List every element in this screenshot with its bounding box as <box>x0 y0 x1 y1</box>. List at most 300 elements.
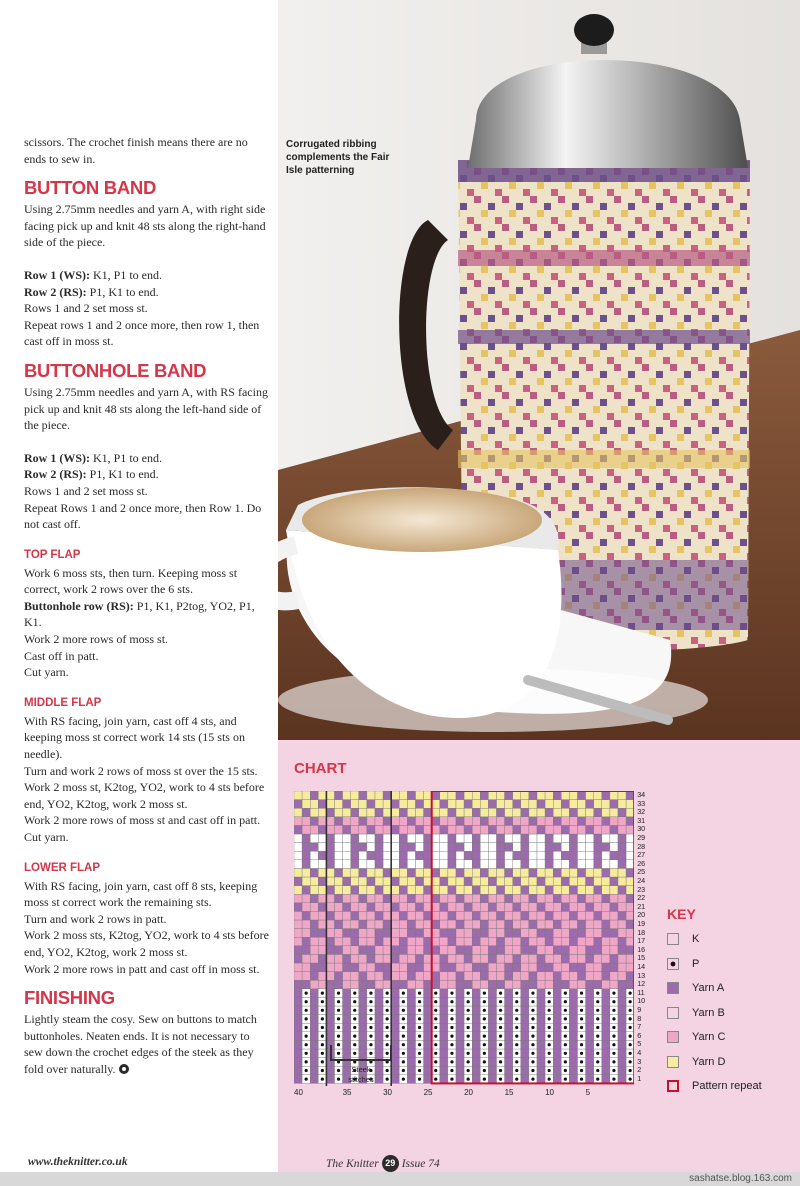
chart-cell <box>488 860 496 869</box>
column-number: 5 <box>585 1088 591 1098</box>
chart-cell <box>424 1075 432 1084</box>
chart-cell <box>448 937 456 946</box>
chart-cell <box>383 911 391 920</box>
chart-cell <box>480 886 488 895</box>
chart-cell <box>399 937 407 946</box>
chart-cell <box>326 937 334 946</box>
chart-cell <box>553 954 561 963</box>
chart-cell <box>391 825 399 834</box>
chart-cell <box>594 843 602 852</box>
chart-cell <box>407 1040 415 1049</box>
chart-cell <box>399 860 407 869</box>
row-number: 25 <box>637 867 646 877</box>
chart-cell <box>545 808 553 817</box>
chart-cell <box>432 808 440 817</box>
chart-cell <box>513 817 521 826</box>
chart-cell <box>343 954 351 963</box>
chart-cell <box>456 1006 464 1015</box>
chart-cell <box>391 989 399 998</box>
chart-cell <box>391 791 399 800</box>
chart-cell <box>383 877 391 886</box>
chart-cell <box>569 817 577 826</box>
purl-dot <box>548 1069 551 1072</box>
chart-cell <box>561 834 569 843</box>
chart-cell <box>561 860 569 869</box>
chart-cell <box>561 817 569 826</box>
chart-cell <box>569 825 577 834</box>
chart-cell <box>545 817 553 826</box>
chart-cell <box>578 860 586 869</box>
chart-cell <box>521 903 529 912</box>
key-row-yarn-d: Yarn D <box>667 1050 762 1075</box>
chart-cell <box>351 911 359 920</box>
yarn-a-swatch <box>667 982 679 994</box>
chart-cell <box>537 860 545 869</box>
chart-cell <box>497 868 505 877</box>
chart-cell <box>537 886 545 895</box>
column-number: 25 <box>423 1088 433 1098</box>
chart-cell <box>505 1066 513 1075</box>
chart-cell <box>586 843 594 852</box>
chart-cell <box>602 903 610 912</box>
chart-cell <box>488 937 496 946</box>
chart-cell <box>343 868 351 877</box>
chart-cell <box>626 972 634 981</box>
row-number: 28 <box>637 841 646 851</box>
chart-cell <box>578 825 586 834</box>
chart-cell <box>488 903 496 912</box>
purl-dot <box>612 1078 615 1081</box>
chart-cell <box>367 946 375 955</box>
purl-dot <box>467 1035 470 1038</box>
chart-cell <box>497 929 505 938</box>
chart-cell <box>610 877 618 886</box>
column-number: 10 <box>545 1088 554 1098</box>
chart-cell <box>416 791 424 800</box>
chart-cell <box>594 937 602 946</box>
finishing-text: Lightly steam the cosy. Sew on buttons to match buttonholes. Neaten ends. It is not necessary to sew down the crochet edges of the steek as they fold over naturally. <box>24 1012 257 1076</box>
chart-cell <box>448 851 456 860</box>
chart-cell <box>335 920 343 929</box>
chart-cell <box>553 817 561 826</box>
chart-cell <box>440 894 448 903</box>
chart-cell <box>480 954 488 963</box>
chart-cell <box>586 1049 594 1058</box>
row-number: 34 <box>637 790 646 799</box>
chart-cell <box>367 817 375 826</box>
purl-dot <box>467 1026 470 1029</box>
chart-cell <box>626 886 634 895</box>
chart-cell <box>472 877 480 886</box>
chart-cell <box>424 825 432 834</box>
chart-cell <box>464 877 472 886</box>
chart-cell <box>618 851 626 860</box>
chart-cell <box>537 894 545 903</box>
chart-cell <box>594 808 602 817</box>
chart-cell <box>432 972 440 981</box>
chart-cell <box>553 1058 561 1067</box>
middle-flap-line2: Turn and work 2 rows of moss st over the 15 sts. <box>24 763 258 778</box>
chart-cell <box>318 860 326 869</box>
chart-cell <box>610 911 618 920</box>
chart-cell <box>537 1058 545 1067</box>
chart-cell <box>586 1023 594 1032</box>
chart-cell <box>545 851 553 860</box>
chart-cell <box>424 980 432 989</box>
chart-cell <box>464 946 472 955</box>
chart-cell <box>367 920 375 929</box>
purl-dot <box>386 992 389 995</box>
purl-dot <box>564 1043 567 1046</box>
chart-cell <box>488 1040 496 1049</box>
chart-cell <box>537 954 545 963</box>
chart-cell <box>618 808 626 817</box>
chart-cell <box>553 791 561 800</box>
chart-cell <box>416 843 424 852</box>
purl-dot <box>321 1035 324 1038</box>
chart-cell <box>553 997 561 1006</box>
chart-cell <box>440 834 448 843</box>
chart-cell <box>545 843 553 852</box>
purl-dot <box>580 1009 583 1012</box>
chart-cell <box>553 860 561 869</box>
chart-cell <box>310 1049 318 1058</box>
chart-cell <box>537 903 545 912</box>
purl-dot <box>580 992 583 995</box>
chart-cell <box>602 911 610 920</box>
chart-cell <box>407 834 415 843</box>
chart-cell <box>391 963 399 972</box>
chart-cell <box>440 1040 448 1049</box>
chart-cell <box>391 817 399 826</box>
chart-cell <box>578 894 586 903</box>
chart-cell <box>602 1015 610 1024</box>
chart-cell <box>318 800 326 809</box>
chart-cell <box>586 980 594 989</box>
chart-cell <box>302 843 310 852</box>
row-number: 8 <box>637 1013 642 1023</box>
purl-dot <box>386 1026 389 1029</box>
chart-cell <box>440 937 448 946</box>
chart-cell <box>310 834 318 843</box>
purl-dot <box>499 1069 502 1072</box>
chart-cell <box>529 903 537 912</box>
chart-cell <box>545 980 553 989</box>
chart-cell <box>464 937 472 946</box>
chart-cell <box>359 989 367 998</box>
chart-cell <box>407 1058 415 1067</box>
chart-cell <box>375 980 383 989</box>
purl-dot <box>483 1060 486 1063</box>
chart-cell <box>569 868 577 877</box>
chart-cell <box>610 860 618 869</box>
chart-cell <box>375 1006 383 1015</box>
chart-cell <box>464 963 472 972</box>
middle-flap-heading: MIDDLE FLAP <box>24 696 102 709</box>
chart-cell <box>626 911 634 920</box>
chart-cell <box>497 937 505 946</box>
chart-cell <box>578 868 586 877</box>
chart-cell <box>456 860 464 869</box>
chart-cell <box>424 1023 432 1032</box>
purl-dot <box>305 1000 308 1003</box>
chart-cell <box>375 963 383 972</box>
chart-cell <box>399 946 407 955</box>
chart-cell <box>553 980 561 989</box>
chart-cell <box>561 972 569 981</box>
chart-cell <box>497 886 505 895</box>
chart-cell <box>464 851 472 860</box>
purl-dot <box>629 1009 632 1012</box>
chart-cell <box>456 886 464 895</box>
purl-dot <box>548 1000 551 1003</box>
chart-cell <box>310 800 318 809</box>
chart-cell <box>545 886 553 895</box>
chart-cell <box>610 825 618 834</box>
chart-cell <box>375 825 383 834</box>
button-band-line4: Repeat rows 1 and 2 once more, then row 1, then cast off in moss st. <box>24 317 260 349</box>
purl-dot <box>467 1017 470 1020</box>
chart-cell <box>505 1023 513 1032</box>
chart-cell <box>359 800 367 809</box>
chart-cell <box>399 894 407 903</box>
chart-cell <box>343 834 351 843</box>
chart-cell <box>383 886 391 895</box>
chart-cell <box>618 911 626 920</box>
chart-cell <box>302 800 310 809</box>
chart-cell <box>569 929 577 938</box>
chart-cell <box>351 868 359 877</box>
chart-cell <box>545 946 553 955</box>
chart-cell <box>383 972 391 981</box>
chart-cell <box>569 954 577 963</box>
chart-cell <box>318 946 326 955</box>
chart-cell <box>326 1023 334 1032</box>
chart-cell <box>586 903 594 912</box>
watermark-bar <box>0 1172 800 1186</box>
purl-dot <box>321 1052 324 1055</box>
chart-cell <box>488 800 496 809</box>
chart-cell <box>424 989 432 998</box>
chart-cell <box>578 843 586 852</box>
column-number: 15 <box>504 1088 514 1098</box>
chart-cell <box>407 1015 415 1024</box>
chart-cell <box>521 954 529 963</box>
chart-cell <box>521 1032 529 1041</box>
row-number: 12 <box>637 979 646 989</box>
purl-dot <box>499 1009 502 1012</box>
chart-cell <box>537 817 545 826</box>
chart-cell <box>440 989 448 998</box>
chart-cell <box>310 1023 318 1032</box>
purl-dot <box>467 1078 470 1081</box>
chart-cell <box>602 877 610 886</box>
chart-cell <box>448 800 456 809</box>
chart-cell <box>294 860 302 869</box>
row-number: 1 <box>637 1073 642 1083</box>
chart-cell <box>529 825 537 834</box>
chart-cell <box>302 920 310 929</box>
chart-cell <box>375 946 383 955</box>
chart-cell <box>602 894 610 903</box>
chart-cell <box>448 860 456 869</box>
chart-cell <box>456 1032 464 1041</box>
chart-cell <box>326 886 334 895</box>
buttonhole-band-row2: Row 2 (RS): P1, K1 to end. <box>24 467 159 482</box>
chart-cell <box>505 937 513 946</box>
chart-cell <box>513 972 521 981</box>
chart-cell <box>626 860 634 869</box>
chart-cell <box>472 903 480 912</box>
chart-cell <box>480 903 488 912</box>
chart-cell <box>367 860 375 869</box>
chart-cell <box>561 946 569 955</box>
chart-cell <box>326 877 334 886</box>
chart-cell <box>302 825 310 834</box>
purl-dot <box>418 1026 421 1029</box>
chart-cell <box>561 937 569 946</box>
chart-cell <box>488 929 496 938</box>
chart-cell <box>545 954 553 963</box>
chart-cell <box>407 920 415 929</box>
chart-cell <box>586 1058 594 1067</box>
chart-cell <box>602 1058 610 1067</box>
chart-cell <box>618 817 626 826</box>
chart-cell <box>326 946 334 955</box>
chart-cell <box>351 877 359 886</box>
chart-cell <box>537 843 545 852</box>
purl-dot <box>580 1035 583 1038</box>
purl-dot <box>564 1009 567 1012</box>
chart-cell <box>391 1040 399 1049</box>
pattern-repeat-swatch <box>667 1080 679 1092</box>
chart-cell <box>407 877 415 886</box>
chart-cell <box>294 980 302 989</box>
chart-cell <box>391 877 399 886</box>
chart-cell <box>375 937 383 946</box>
purl-dot <box>305 1043 308 1046</box>
chart-cell <box>529 929 537 938</box>
chart-cell <box>335 834 343 843</box>
chart-cell <box>513 800 521 809</box>
chart-cell <box>626 800 634 809</box>
chart-cell <box>505 825 513 834</box>
chart-cell <box>586 1075 594 1084</box>
button-band-heading: BUTTON BAND <box>24 177 157 199</box>
chart-cell <box>602 868 610 877</box>
chart-cell <box>294 929 302 938</box>
chart-cell <box>626 851 634 860</box>
chart-cell <box>472 1058 480 1067</box>
purl-dot <box>450 1000 453 1003</box>
chart-cell <box>602 860 610 869</box>
row-number: 5 <box>637 1039 642 1049</box>
chart-cell <box>343 997 351 1006</box>
chart-cell <box>594 834 602 843</box>
purl-dot <box>580 1060 583 1063</box>
chart-cell <box>497 911 505 920</box>
chart-cell <box>578 877 586 886</box>
chart-cell <box>391 946 399 955</box>
chart-cell <box>302 929 310 938</box>
chart-cell <box>529 937 537 946</box>
chart-cell <box>553 972 561 981</box>
purl-dot <box>305 1017 308 1020</box>
chart-cell <box>326 817 334 826</box>
chart-cell <box>318 834 326 843</box>
chart-cell <box>326 843 334 852</box>
chart-cell <box>561 825 569 834</box>
chart-cell <box>618 860 626 869</box>
chart-cell <box>553 920 561 929</box>
chart-cell <box>529 886 537 895</box>
chart-cell <box>569 911 577 920</box>
chart-cell <box>440 1066 448 1075</box>
purl-dot <box>369 992 372 995</box>
chart-cell <box>480 911 488 920</box>
row-number: 7 <box>637 1022 642 1032</box>
chart-cell <box>294 886 302 895</box>
chart-cell <box>472 1049 480 1058</box>
purl-dot <box>434 1000 437 1003</box>
chart-cell <box>578 920 586 929</box>
chart-cell <box>343 894 351 903</box>
chart-cell <box>351 903 359 912</box>
chart-cell <box>521 1006 529 1015</box>
chart-cell <box>545 911 553 920</box>
chart-cell <box>424 920 432 929</box>
chart-cell <box>359 972 367 981</box>
purl-dot <box>548 1060 551 1063</box>
purl-dot <box>483 1043 486 1046</box>
chart-cell <box>432 963 440 972</box>
chart-cell <box>480 825 488 834</box>
chart-cell <box>456 868 464 877</box>
chart-cell <box>537 1023 545 1032</box>
chart-cell <box>594 980 602 989</box>
chart-cell <box>432 860 440 869</box>
chart-cell <box>610 946 618 955</box>
chart-cell <box>407 989 415 998</box>
chart-cell <box>488 791 496 800</box>
chart-cell <box>472 825 480 834</box>
chart-cell <box>569 963 577 972</box>
chart-cell <box>294 972 302 981</box>
chart-cell <box>472 989 480 998</box>
purl-dot <box>548 1017 551 1020</box>
chart-cell <box>375 972 383 981</box>
purl-dot <box>596 1035 599 1038</box>
chart-cell <box>569 877 577 886</box>
chart-cell <box>383 791 391 800</box>
chart-cell <box>618 1006 626 1015</box>
purl-dot <box>434 1052 437 1055</box>
chart-cell <box>602 800 610 809</box>
chart-cell <box>440 997 448 1006</box>
chart-cell <box>618 903 626 912</box>
chart-cell <box>610 868 618 877</box>
chart-cell <box>294 963 302 972</box>
chart-cell <box>553 834 561 843</box>
steek-bracket <box>330 1045 392 1061</box>
chart-cell <box>335 886 343 895</box>
purl-dot <box>499 1060 502 1063</box>
chart-cell <box>561 911 569 920</box>
chart-cell <box>618 972 626 981</box>
chart-cell <box>529 800 537 809</box>
chart-cell <box>399 877 407 886</box>
chart-cell <box>586 808 594 817</box>
